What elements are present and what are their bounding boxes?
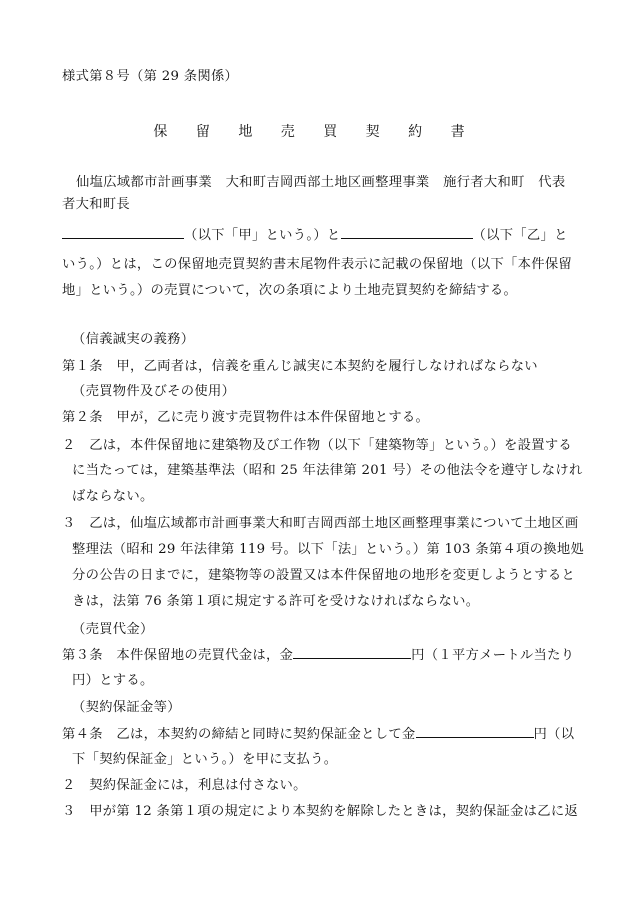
article-3-heading: （売買代金） (72, 622, 154, 637)
preamble-line-3: （以下「甲」という。）と （以下「乙」と (62, 226, 582, 245)
article-4-line-1: 第４条 乙は，本契約の締結と同時に契約保証金として金 円（以 (62, 727, 575, 742)
preamble-line-2: 者大和町長 (62, 197, 130, 212)
article-1-text: 第１条 甲，乙両者は，信義を重んじ誠実に本契約を履行しなければならない (62, 359, 538, 374)
article-2-para-3-line-4: きは，法第 76 条第１項に規定する許可を受けなければならない。 (72, 594, 480, 609)
article-2-para-2-line-1: ２ 乙は，本件保留地に建築物及び工作物（以下「建築物等」という。）を設置する (62, 438, 573, 453)
article-4-para-3: ３ 甲が第 12 条第１項の規定により本契約を解除したときは，契約保証金は乙に返 (62, 804, 579, 819)
preamble-line-5: 地」という。）の売買について，次の条項により土地売買契約を締結する。 (62, 283, 518, 298)
party-a-blank[interactable] (62, 226, 184, 239)
document-title: 保 留 地 売 買 契 約 書 (153, 124, 477, 140)
article-4-line-2: 下「契約保証金」という。）を甲に支払う。 (72, 752, 338, 767)
article-3-line-2: 円）とする。 (72, 673, 154, 688)
article-4-para-2: ２ 契約保証金には，利息は付さない。 (62, 778, 307, 793)
article-2-para-2-line-3: ばならない。 (72, 489, 154, 504)
article-2-text: 第２条 甲が，乙に売り渡す売買物件は本件保留地とする。 (62, 410, 430, 425)
article-2-para-2-line-2: に当たっては，建築基準法（昭和 25 年法律第 201 号）その他法令を遵守しなけれ (72, 463, 583, 478)
party-b-blank[interactable] (341, 226, 473, 239)
article-4-heading: （契約保証金等） (72, 700, 181, 715)
preamble-line-4: いう。）とは，この保留地売買契約書末尾物件表示に記載の保留地（以下「本件保留 (62, 257, 573, 272)
article-2-para-3-line-2: 整理法（昭和 29 年法律第 119 号。以下「法」という。）第 103 条第４項の換地処 (72, 542, 585, 557)
article-3-line-1: 第３条 本件保留地の売買代金は，金 円（１平方メートル当たり (62, 648, 575, 663)
preamble-line-1: 仙塩広域都市計画事業 大和町吉岡西部土地区画整理事業 施行者大和町 代表 (76, 175, 566, 190)
article-1-heading: （信義誠実の義務） (72, 332, 195, 347)
article-2-para-3-line-1: ３ 乙は，仙塩広域都市計画事業大和町吉岡西部土地区画整理事業について土地区画 (62, 516, 579, 531)
form-label: 様式第８号（第 29 条関係） (62, 69, 239, 84)
sale-price-blank[interactable] (293, 646, 411, 659)
deposit-amount-blank[interactable] (416, 725, 534, 738)
article-2-para-3-line-3: 分の公告の日までに，建築物等の設置又は本件保留地の地形を変更しようとすると (72, 568, 576, 583)
article-2-heading: （売買物件及びその使用） (72, 384, 236, 399)
